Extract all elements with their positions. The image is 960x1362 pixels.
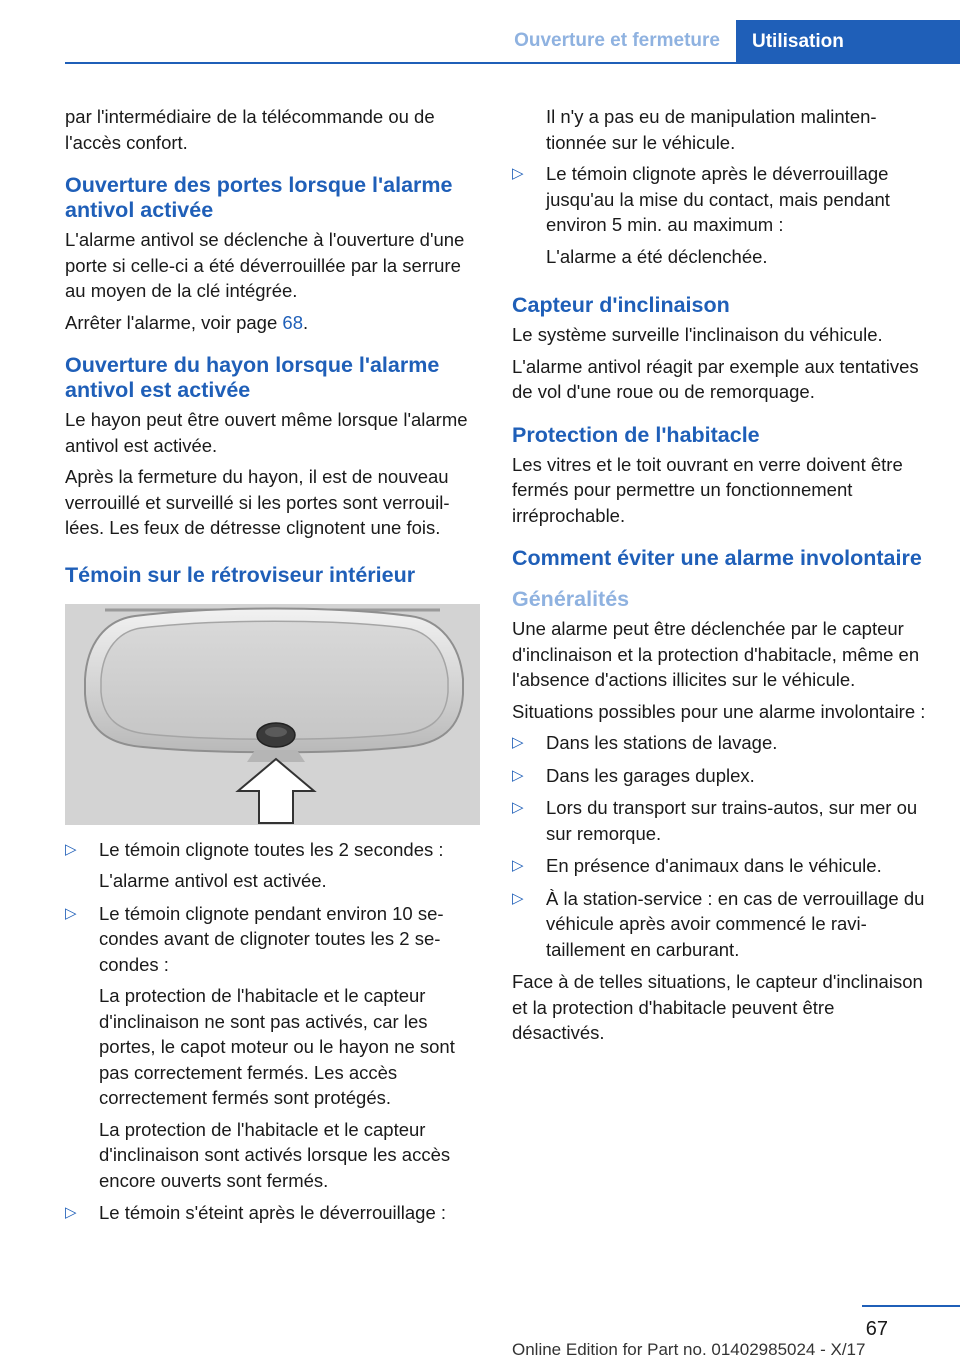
intro-paragraph: par l'intermédiaire de la télécommande ou de l'accès confort. xyxy=(65,106,435,153)
mirror-glass xyxy=(101,621,448,739)
edition-note: Online Edition for Part no. 01402985024 - X/17 xyxy=(512,1340,866,1359)
triangle-bullet-icon: ▷ xyxy=(512,766,524,784)
list-item-detail: La protection de l'habitacle et le capteur d'inclinaison sont activés lorsque les accès encore ouverts sont fermés. xyxy=(99,1118,451,1191)
list-item xyxy=(512,161,930,269)
triangle-bullet-icon: ▷ xyxy=(65,1204,77,1221)
triangle-bullet-icon: ▷ xyxy=(512,165,524,182)
triangle-bullet-icon: ▷ xyxy=(512,799,524,816)
left-column xyxy=(65,104,480,1233)
list-item xyxy=(512,795,930,846)
triangle-bullet-icon: ▷ xyxy=(512,889,524,907)
paragraph-capteur-2: L'alarme antivol réagit par exemple aux tentatives de vol d'une roue ou de remorquage. xyxy=(512,355,919,402)
paragraph-portes-2-text: Arrêter l'alarme, voir page xyxy=(65,311,283,333)
list-item-text: Le témoin clignote après le déverrouillage jusqu'au la mise du contact, mais pendant environ 5 min. au maximum : xyxy=(546,163,890,235)
continued-paragraph: Il n'y a pas eu de manipulation malintentionnée sur le véhicule. xyxy=(546,106,877,153)
list-item xyxy=(512,886,930,963)
temoin-list-continued xyxy=(512,161,930,269)
list-item-text: Le témoin clignote pendant environ 10 secondes avant de clignoter toutes les 2 secondes : xyxy=(99,902,444,975)
right-column xyxy=(512,104,930,1052)
paragraph-capteur-1: Le système surveille l'inclinaison du véhicule. xyxy=(512,324,883,345)
triangle-bullet-icon: ▷ xyxy=(65,840,77,858)
list-item-text: Dans les stations de lavage. xyxy=(546,732,778,753)
list-item-detail: L'alarme a été déclenchée. xyxy=(546,245,768,267)
paragraph-hayon-1: Le hayon peut être ouvert même lorsque l'alarme antivol est activée. xyxy=(65,409,468,456)
triangle-bullet-icon: ▷ xyxy=(65,904,77,922)
list-item xyxy=(512,730,930,756)
heading-capteur: Capteur d'inclinaison xyxy=(512,293,730,317)
paragraph-generalites-1: Une alarme peut être déclenchée par le capteur d'inclinaison et la protection d'habitacle, même en l'absence d'actions illicites sur le véhicule. xyxy=(512,618,920,690)
triangle-bullet-icon: ▷ xyxy=(512,734,524,751)
heading-portes: Ouverture des portes lorsque l'alarme antivol activée xyxy=(65,173,453,222)
paragraph-generalites-2: Situations possibles pour une alarme involontaire : xyxy=(512,700,926,722)
list-item-detail: La protection de l'habitacle et le capteur d'inclinaison ne sont pas activés, car les portes, le capot moteur ou le hayon ne sont pas correctement fermés. Les accès correctement fermés sont protégés. xyxy=(99,985,455,1108)
mirror-drawing xyxy=(65,604,480,825)
list-item xyxy=(65,901,480,1194)
heading-hayon: Ouverture du hayon lorsque l'alarme antivol est activée xyxy=(65,353,440,402)
paragraph-portes-1: L'alarme antivol se déclenche à l'ouverture d'une porte si celle-ci a été déverrouillée par la serrure au moyen de la clé intégrée. xyxy=(65,229,465,301)
heading-temoin: Témoin sur le rétroviseur intérieur xyxy=(65,562,416,587)
list-item-text: Lors du transport sur trains-autos, sur mer ou sur remorque. xyxy=(546,797,918,844)
header-rule xyxy=(65,62,960,64)
footer-rule xyxy=(862,1305,960,1307)
situations-list xyxy=(512,730,930,962)
triangle-bullet-icon: ▷ xyxy=(512,857,524,874)
heading-protection: Protection de l'habitacle xyxy=(512,422,760,447)
paragraph-protection: Les vitres et le toit ouvrant en verre doivent être fermés pour permettre un fonctionnement irréprochable. xyxy=(512,453,903,526)
list-item-text: À la station-service : en cas de verrouillage du véhicule après avoir commencé le ravitaillement en carburant. xyxy=(546,887,925,960)
page-number: 67 xyxy=(865,1318,888,1340)
mirror-illustration xyxy=(65,604,480,825)
paragraph-hayon-2: Après la fermeture du hayon, il est de nouveau verrouillé et surveillé si les portes sont verrouillées. Les feux de détresse clignotent une fois. xyxy=(65,466,450,538)
list-item xyxy=(65,1200,480,1226)
paragraph-portes-2 xyxy=(65,310,480,336)
list-item-text: Dans les garages duplex. xyxy=(546,764,755,786)
list-item xyxy=(512,763,930,789)
header-chapter-tab: Utilisation xyxy=(736,20,960,64)
list-item-text: En présence d'animaux dans le véhicule. xyxy=(546,855,882,876)
paragraph-final: Face à de telles situations, le capteur d'inclinaison et la protection d'habitacle peuvent être désactivés. xyxy=(512,971,923,1043)
list-item xyxy=(512,853,930,879)
heading-generalites: Généralités xyxy=(512,587,630,611)
list-item xyxy=(65,837,480,894)
heading-eviter: Comment éviter une alarme involontaire xyxy=(512,546,922,570)
page-link-68[interactable]: 68 xyxy=(282,311,303,333)
paragraph-portes-2-end: . xyxy=(302,311,309,333)
header-section-title: Ouverture et fermeture xyxy=(514,30,720,51)
list-item-text: Le témoin s'éteint après le déverrouillage : xyxy=(99,1202,447,1223)
list-item-text: Le témoin clignote toutes les 2 secondes : xyxy=(99,838,444,860)
list-item-detail: L'alarme antivol est activée. xyxy=(99,870,327,891)
temoin-list xyxy=(65,837,480,1226)
